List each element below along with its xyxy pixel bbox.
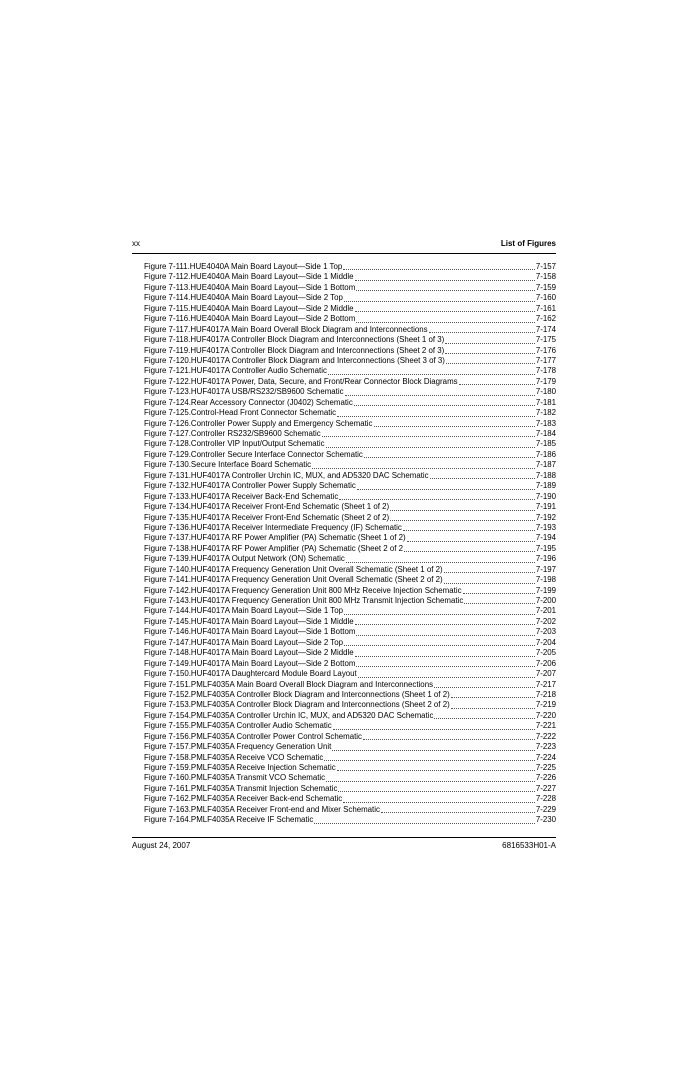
- figure-entry-page: 7-224: [535, 752, 556, 762]
- dot-leader: [459, 384, 535, 385]
- figure-entry-page: 7-200: [535, 596, 556, 605]
- figure-entry-title: Figure 7-124.Rear Accessory Connector (J0402) Schematic: [144, 397, 353, 407]
- figure-entry[interactable]: [144, 659, 556, 669]
- figure-entry-title: Figure 7-129.Controller Secure Interface Connector Schematic: [144, 449, 363, 459]
- dot-leader: [356, 290, 535, 291]
- figure-entry-title: Figure 7-141.HUF4017A Frequency Generation Unit Overall Schematic (Sheet 2 of 2): [144, 575, 443, 585]
- figure-entry[interactable]: [144, 721, 556, 731]
- figure-entry-page: 7-193: [535, 522, 556, 532]
- document-number: 6816533H01-A: [502, 841, 556, 850]
- figure-entry[interactable]: [144, 387, 556, 397]
- dot-leader: [355, 624, 535, 625]
- figure-entry-title: Figure 7-117.HUF4017A Main Board Overall Block Diagram and Interconnections: [144, 324, 428, 334]
- figure-entry[interactable]: [144, 272, 556, 282]
- figure-entry-page: 7-175: [535, 335, 556, 345]
- dot-leader: [344, 614, 535, 615]
- dot-leader: [446, 363, 535, 364]
- figure-entry-page: 7-160: [535, 293, 556, 303]
- figure-entry[interactable]: [144, 794, 556, 804]
- figure-entry-title: Figure 7-114.HUE4040A Main Board Layout—Side 2 Top: [144, 293, 343, 303]
- dot-leader: [326, 781, 535, 782]
- figure-entry-page: 7-227: [535, 783, 556, 793]
- figure-entry-page: 7-157: [535, 262, 556, 271]
- figure-entry-title: Figure 7-115.HUE4040A Main Board Layout—Side 2 Middle: [144, 303, 354, 313]
- figure-entry-title: Figure 7-135.HUF4017A Receiver Front-End Schematic (Sheet 2 of 2): [144, 512, 390, 522]
- figure-entry-title: Figure 7-162.PMLF4035A Receiver Back-end Schematic: [144, 794, 343, 804]
- figure-entry-title: Figure 7-120.HUF4017A Controller Block Diagram and Interconnections (Sheet 3 of 3): [144, 355, 445, 365]
- figure-entry[interactable]: [144, 513, 556, 523]
- figure-entry-title: Figure 7-127.Controller RS232/SB9600 Schematic: [144, 429, 321, 438]
- figure-entry-page: 7-218: [535, 689, 556, 699]
- figure-entry[interactable]: [144, 492, 556, 502]
- figure-entry-page: 7-177: [535, 355, 556, 365]
- dot-leader: [463, 593, 535, 594]
- dot-leader: [444, 572, 535, 573]
- figure-entry-page: 7-205: [535, 648, 556, 658]
- figure-entry[interactable]: [144, 471, 556, 481]
- figure-entry[interactable]: [144, 283, 556, 293]
- figure-entry-page: 7-182: [535, 408, 556, 418]
- figure-entry-page: 7-202: [535, 616, 556, 626]
- section-title: List of Figures: [500, 239, 556, 248]
- figure-entry[interactable]: [144, 690, 556, 700]
- dot-leader: [344, 645, 535, 646]
- figure-entry-title: Figure 7-149.HUF4017A Main Board Layout—Side 2 Bottom: [144, 658, 356, 668]
- dot-leader: [354, 405, 535, 406]
- figure-entry[interactable]: [144, 596, 556, 606]
- figure-entry-page: 7-174: [535, 324, 556, 334]
- dot-leader: [403, 530, 535, 531]
- figure-entry-title: Figure 7-111.HUE4040A Main Board Layout—Side 1 Top: [144, 262, 343, 271]
- dot-leader: [407, 541, 535, 542]
- dot-leader: [445, 353, 535, 354]
- dot-leader: [344, 301, 535, 302]
- figure-entry[interactable]: [144, 314, 556, 324]
- figure-entry[interactable]: [144, 638, 556, 648]
- figure-entry-title: Figure 7-133.HUF4017A Receiver Back-End Schematic: [144, 491, 339, 501]
- figure-entry-title: Figure 7-158.PMLF4035A Receive VCO Schematic: [144, 752, 324, 762]
- dot-leader: [312, 468, 535, 469]
- figure-entry-title: Figure 7-146.HUF4017A Main Board Layout—Side 1 Bottom: [144, 627, 356, 637]
- dot-leader: [356, 666, 534, 667]
- figure-entry-page: 7-176: [535, 345, 556, 355]
- figure-entry[interactable]: [144, 763, 556, 773]
- dot-leader: [364, 457, 535, 458]
- figure-entry[interactable]: [144, 325, 556, 335]
- figure-entry[interactable]: [144, 617, 556, 627]
- figure-entry[interactable]: [144, 356, 556, 366]
- figure-entry[interactable]: [144, 732, 556, 742]
- dot-leader: [346, 562, 535, 563]
- figure-entry[interactable]: [144, 711, 556, 721]
- figure-entry-page: 7-190: [535, 491, 556, 501]
- figure-entry-title: Figure 7-136.HUF4017A Receiver Intermediate Frequency (IF) Schematic: [144, 522, 402, 532]
- figure-entry-page: 7-180: [535, 387, 556, 397]
- figure-entry-page: 7-159: [535, 282, 556, 292]
- figure-entry-title: Figure 7-119.HUF4017A Controller Block Diagram and Interconnections (Sheet 2 of 3): [144, 345, 445, 355]
- dot-leader: [356, 635, 534, 636]
- figure-entry-page: 7-185: [535, 439, 556, 449]
- dot-leader: [322, 436, 535, 437]
- figure-entry[interactable]: [144, 398, 556, 408]
- figure-entry-page: 7-222: [535, 731, 556, 741]
- figure-entry-page: 7-189: [535, 481, 556, 491]
- figure-entry-title: Figure 7-155.PMLF4035A Controller Audio Schematic: [144, 721, 332, 731]
- figure-entry[interactable]: [144, 533, 556, 543]
- figure-entry-title: Figure 7-128.Controller VIP Input/Output Schematic: [144, 439, 325, 449]
- figure-entry-title: Figure 7-161.PMLF4035A Transmit Injection Schematic: [144, 783, 338, 793]
- figure-entry-title: Figure 7-153.PMLF4035A Controller Block Diagram and Interconnections (Sheet 2 of 2): [144, 700, 450, 710]
- page-footer: [132, 841, 556, 852]
- figure-entry[interactable]: [144, 419, 556, 429]
- figure-entry[interactable]: [144, 680, 556, 690]
- figure-entry-page: 7-194: [535, 533, 556, 543]
- dot-leader: [345, 395, 535, 396]
- figure-entry-page: 7-203: [535, 627, 556, 637]
- figure-entry[interactable]: [144, 700, 556, 710]
- figure-entry-title: Figure 7-122.HUF4017A Power, Data, Secure, and Front/Rear Connector Block Diagrams: [144, 376, 458, 386]
- figure-entry-page: 7-179: [535, 376, 556, 386]
- figure-entry-title: Figure 7-147.HUF4017A Main Board Layout—Side 2 Top: [144, 637, 343, 647]
- figure-entry-page: 7-197: [535, 564, 556, 574]
- dot-leader: [356, 322, 535, 323]
- figure-entry[interactable]: [144, 304, 556, 314]
- figure-entry[interactable]: [144, 439, 556, 449]
- dot-leader: [358, 677, 535, 678]
- figure-entry-page: 7-225: [535, 763, 556, 772]
- figure-entry-title: Figure 7-164.PMLF4035A Receive IF Schematic: [144, 815, 314, 825]
- page-header: [132, 239, 556, 250]
- figure-entry-page: 7-223: [535, 742, 556, 752]
- figure-entry-title: Figure 7-132.HUF4017A Controller Power Supply Schematic: [144, 481, 356, 491]
- figure-entry-page: 7-162: [535, 314, 556, 324]
- figure-list: [144, 262, 556, 826]
- footer-rule: [132, 837, 556, 838]
- figure-entry-title: Figure 7-112.HUE4040A Main Board Layout—Side 1 Middle: [144, 272, 354, 282]
- dot-leader: [339, 499, 535, 500]
- dot-leader: [363, 739, 535, 740]
- figure-entry-page: 7-206: [535, 658, 556, 668]
- figure-entry[interactable]: [144, 429, 556, 439]
- dot-leader: [326, 447, 535, 448]
- figure-entry[interactable]: [144, 346, 556, 356]
- figure-entry[interactable]: [144, 408, 556, 418]
- figure-entry[interactable]: [144, 627, 556, 637]
- dot-leader: [434, 687, 535, 688]
- figure-entry-page: 7-184: [535, 429, 556, 438]
- footer-date: August 24, 2007: [132, 841, 191, 850]
- dot-leader: [451, 708, 535, 709]
- figure-entry-page: 7-201: [535, 606, 556, 616]
- figure-entry-title: Figure 7-131.HUF4017A Controller Urchin IC, MUX, and AD5320 DAC Schematic: [144, 470, 429, 480]
- figure-entry-title: Figure 7-142.HUF4017A Frequency Generation Unit 800 MHz Receive Injection Schematic: [144, 585, 462, 595]
- dot-leader: [404, 551, 535, 552]
- figure-entry-page: 7-204: [535, 637, 556, 647]
- figure-entry[interactable]: [144, 565, 556, 575]
- dot-leader: [328, 374, 535, 375]
- dot-leader: [434, 718, 534, 719]
- figure-entry[interactable]: [144, 293, 556, 303]
- figure-entry-title: Figure 7-148.HUF4017A Main Board Layout—Side 2 Middle: [144, 648, 354, 658]
- figure-entry-page: 7-161: [535, 303, 556, 313]
- figure-entry[interactable]: [144, 805, 556, 815]
- figure-entry[interactable]: [144, 586, 556, 596]
- figure-entry-page: 7-219: [535, 700, 556, 710]
- figure-entry-title: Figure 7-137.HUF4017A RF Power Amplifier (PA) Schematic (Sheet 1 of 2): [144, 533, 406, 543]
- figure-entry-page: 7-217: [535, 679, 556, 689]
- figure-entry-title: Figure 7-154.PMLF4035A Controller Urchin IC, MUX, and AD5320 DAC Schematic: [144, 710, 434, 720]
- figure-entry[interactable]: [144, 669, 556, 679]
- figure-entry-page: 7-207: [535, 669, 556, 679]
- figure-entry[interactable]: [144, 481, 556, 491]
- figure-entry-title: Figure 7-139.HUF4017A Output Network (ON) Schematic: [144, 554, 345, 564]
- figure-entry-page: 7-195: [535, 543, 556, 553]
- figure-entry[interactable]: [144, 742, 556, 752]
- figure-entry-title: Figure 7-151.PMLF4035A Main Board Overall Block Diagram and Interconnections: [144, 679, 434, 689]
- figure-entry-title: Figure 7-157.PMLF4035A Frequency Generation Unit: [144, 742, 332, 752]
- figure-entry-page: 7-221: [535, 721, 556, 731]
- dot-leader: [324, 760, 534, 761]
- dot-leader: [338, 791, 534, 792]
- figure-entry-title: Figure 7-130.Secure Interface Board Schematic: [144, 460, 312, 470]
- figure-entry[interactable]: [144, 262, 556, 272]
- dot-leader: [333, 729, 535, 730]
- figure-entry[interactable]: [144, 460, 556, 470]
- figure-entry[interactable]: [144, 450, 556, 460]
- figure-entry-page: 7-158: [535, 272, 556, 282]
- figure-entry-page: 7-220: [535, 710, 556, 720]
- figure-entry-title: Figure 7-140.HUF4017A Frequency Generation Unit Overall Schematic (Sheet 1 of 2): [144, 564, 443, 574]
- dot-leader: [343, 269, 535, 270]
- dot-leader: [337, 416, 535, 417]
- figure-entry-title: Figure 7-152.PMLF4035A Controller Block Diagram and Interconnections (Sheet 1 of 2): [144, 689, 450, 699]
- page-number: xx: [132, 239, 140, 248]
- figure-entry[interactable]: [144, 335, 556, 345]
- figure-entry-title: Figure 7-134.HUF4017A Receiver Front-End Schematic (Sheet 1 of 2): [144, 502, 390, 512]
- figure-entry-title: Figure 7-163.PMLF4035A Receiver Front-end and Mixer Schematic: [144, 804, 380, 814]
- dot-leader: [374, 426, 535, 427]
- figure-entry[interactable]: [144, 575, 556, 585]
- figure-entry[interactable]: [144, 502, 556, 512]
- figure-entry-title: Figure 7-144.HUF4017A Main Board Layout—Side 1 Top: [144, 606, 343, 616]
- figure-entry-page: 7-181: [535, 397, 556, 407]
- figure-entry-title: Figure 7-123.HUF4017A USB/RS232/SB9600 Schematic: [144, 387, 344, 397]
- dot-leader: [429, 332, 535, 333]
- figure-entry-page: 7-187: [535, 460, 556, 470]
- figure-entry-title: Figure 7-116.HUE4040A Main Board Layout—Side 2 Bottom: [144, 314, 356, 324]
- figure-entry[interactable]: [144, 606, 556, 616]
- figure-entry[interactable]: [144, 815, 556, 825]
- figure-entry[interactable]: [144, 523, 556, 533]
- dot-leader: [355, 311, 535, 312]
- figure-entry-page: 7-228: [535, 794, 556, 804]
- figure-entry-page: 7-188: [535, 470, 556, 480]
- dot-leader: [381, 812, 535, 813]
- figure-entry[interactable]: [144, 366, 556, 376]
- dot-leader: [430, 478, 535, 479]
- figure-entry[interactable]: [144, 554, 556, 564]
- figure-entry-page: 7-192: [535, 512, 556, 522]
- figure-entry-page: 7-178: [535, 366, 556, 376]
- dot-leader: [343, 802, 535, 803]
- figure-entry[interactable]: [144, 784, 556, 794]
- figure-entry[interactable]: [144, 753, 556, 763]
- figure-entry-page: 7-196: [535, 554, 556, 564]
- figure-entry-title: Figure 7-160.PMLF4035A Transmit VCO Schematic: [144, 773, 326, 783]
- figure-entry-page: 7-229: [535, 804, 556, 814]
- figure-entry-page: 7-198: [535, 575, 556, 585]
- dot-leader: [390, 510, 535, 511]
- dot-leader: [464, 603, 535, 604]
- figure-entry[interactable]: [144, 773, 556, 783]
- figure-entry-title: Figure 7-143.HUF4017A Frequency Generation Unit 800 MHz Transmit Injection Schematic: [144, 596, 464, 605]
- figure-entry-page: 7-183: [535, 418, 556, 428]
- figure-entry-title: Figure 7-113.HUE4040A Main Board Layout—Side 1 Bottom: [144, 282, 356, 292]
- dot-leader: [357, 489, 535, 490]
- figure-entry-title: Figure 7-138.HUF4017A RF Power Amplifier (PA) Schematic (Sheet 2 of 2: [144, 543, 404, 553]
- figure-entry-page: 7-199: [535, 585, 556, 595]
- figure-entry-title: Figure 7-159.PMLF4035A Receive Injection Schematic: [144, 763, 336, 772]
- dot-leader: [444, 583, 535, 584]
- dot-leader: [390, 520, 535, 521]
- dot-leader: [445, 343, 535, 344]
- figure-entry-page: 7-191: [535, 502, 556, 512]
- figure-entry-page: 7-186: [535, 449, 556, 459]
- figure-entry[interactable]: [144, 648, 556, 658]
- figure-entry-title: Figure 7-156.PMLF4035A Controller Power Control Schematic: [144, 731, 362, 741]
- figure-entry-title: Figure 7-126.Controller Power Supply and Emergency Schematic: [144, 418, 373, 428]
- figure-entry-page: 7-230: [535, 815, 556, 825]
- dot-leader: [332, 750, 535, 751]
- figure-entry-page: 7-226: [535, 773, 556, 783]
- figure-entry-title: Figure 7-118.HUF4017A Controller Block Diagram and Interconnections (Sheet 1 of 3): [144, 335, 445, 345]
- figure-entry-title: Figure 7-145.HUF4017A Main Board Layout—Side 1 Middle: [144, 616, 354, 626]
- figure-entry-title: Figure 7-121.HUF4017A Controller Audio Schematic: [144, 366, 327, 376]
- dot-leader: [355, 280, 535, 281]
- figure-entry[interactable]: [144, 377, 556, 387]
- dot-leader: [355, 656, 535, 657]
- figure-entry-title: Figure 7-150.HUF4017A Daughtercard Module Board Layout: [144, 669, 357, 679]
- figure-entry[interactable]: [144, 544, 556, 554]
- figure-entry-title: Figure 7-125.Control-Head Front Connector Schematic: [144, 408, 337, 418]
- dot-leader: [337, 770, 535, 771]
- header-rule: [132, 253, 556, 254]
- dot-leader: [451, 697, 535, 698]
- dot-leader: [314, 823, 535, 824]
